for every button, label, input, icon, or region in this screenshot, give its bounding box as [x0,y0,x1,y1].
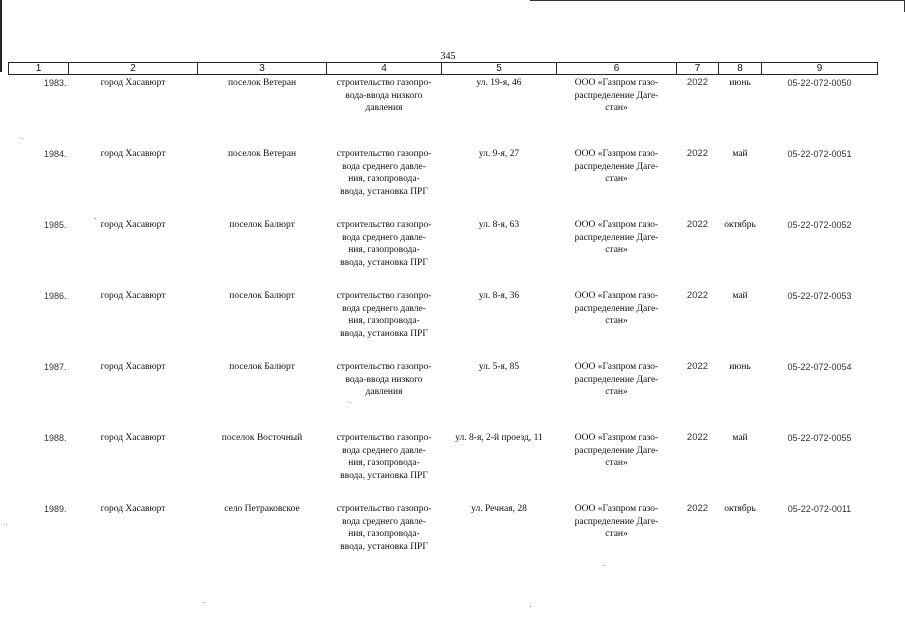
work-description-cell-line: ния, газопровода- [348,529,420,539]
work-description-cell-line: ввода, установка ПРГ [340,541,428,552]
table-row [9,430,878,501]
work-description-cell-line: вода-ввода низкого [345,90,423,101]
work-description-cell-line: ния, газопровода- [348,245,420,255]
municipality-cell: город Хасавюрт [100,362,166,372]
month-cell: июнь [729,78,751,88]
municipality-cell: город Хасавюрт [100,433,166,443]
record-id-cell: 05-22-072-0053 [787,291,852,301]
column-header: 6 [557,63,677,75]
organization-cell-line: распределение Даге- [574,161,659,172]
organization-cell-line: ООО «Газпром газо- [574,504,659,514]
scan-speck [95,218,96,219]
organization-cell-line: ООО «Газпром газо- [574,78,659,88]
work-description-cell-line: вода среднего давле- [342,303,426,314]
organization-cell-line: стан» [605,245,628,255]
gas-works-table [8,62,878,572]
work-description-cell-line: ввода, установка ПРГ [340,470,428,481]
address-cell: ул. 8-я, 36 [478,291,520,301]
work-description-cell-line: ввода, установка ПРГ [340,257,428,268]
record-id-cell: 05-22-072-0052 [787,220,852,230]
work-description-cell-line: строительство газопро- [336,433,432,443]
address-cell: ул. Речная, 28 [471,504,527,514]
record-id-cell: 05-22-072-0055 [787,433,852,443]
row-number: 1985. [43,220,67,230]
work-description-cell-line: вода среднего давле- [342,232,426,243]
organization-cell-line: распределение Даге- [574,90,659,101]
column-header: 4 [327,63,442,75]
record-id-cell: 05-22-072-0051 [787,149,852,159]
year-cell: 2022 [686,432,709,443]
work-description-cell-line: строительство газопро- [336,362,432,372]
organization-cell-line: стан» [605,103,628,113]
organization-cell-line: распределение Даге- [574,232,659,243]
organization-cell [557,501,677,572]
work-description-cell-line: вода-ввода низкого [345,374,423,385]
row-number: 1988. [43,433,67,443]
organization-cell-line: ООО «Газпром газо- [574,362,659,372]
month-cell: май [732,291,748,301]
organization-cell-line: стан» [605,316,628,326]
municipality-cell: город Хасавюрт [100,504,166,514]
month-cell: май [732,149,748,159]
address-cell: ул. 19-я, 46 [476,78,522,88]
table-row [9,146,878,217]
address-cell: ул. 8-я, 2-й проезд, 11 [455,433,543,443]
work-description-cell [327,430,442,501]
column-header: 5 [442,63,557,75]
work-description-cell-line: строительство газопро- [336,149,432,159]
work-description-cell-line: строительство газопро- [336,291,432,301]
work-description-cell-line: ввода, установка ПРГ [340,328,428,339]
organization-cell [557,288,677,359]
table-row [9,75,878,147]
organization-cell-line: ООО «Газпром газо- [574,149,659,159]
organization-cell [557,430,677,501]
organization-cell-line: распределение Даге- [574,374,659,385]
work-description-cell-line: ввода, установка ПРГ [340,186,428,197]
record-id-cell: 05-22-072-0050 [787,78,852,88]
work-description-cell-line: вода среднего давле- [342,161,426,172]
year-cell: 2022 [686,148,709,159]
municipality-cell: город Хасавюрт [100,149,166,159]
organization-cell [557,217,677,288]
work-description-cell [327,217,442,288]
column-header: 8 [719,63,762,75]
scan-speck [203,602,204,603]
organization-cell-line: стан» [605,387,628,397]
month-cell: октябрь [724,220,756,230]
address-cell: ул. 5-я, 85 [478,362,520,372]
table-row [9,501,878,572]
scan-border-left [0,0,2,72]
scan-speck [350,402,351,403]
work-description-cell-line: строительство газопро- [336,504,432,514]
municipality-cell: город Хасавюрт [100,220,166,230]
record-id-cell: 05-22-072-0011 [787,504,852,514]
settlement-cell: поселок Балюрт [229,291,295,301]
address-cell: ул. 9-я, 27 [478,149,520,159]
record-id-cell: 05-22-072-0054 [787,362,852,372]
column-header: 3 [198,63,327,75]
table-row [9,217,878,288]
column-header: 7 [677,63,719,75]
row-number: 1983. [43,78,67,88]
settlement-cell: поселок Балюрт [229,220,295,230]
table-row [9,359,878,430]
work-description-cell-line: вода среднего давле- [342,516,426,527]
settlement-cell: село Петраковское [224,504,300,514]
year-cell: 2022 [686,219,709,230]
scan-speck [22,138,23,139]
scan-speck [530,606,531,607]
year-cell: 2022 [686,503,709,514]
year-cell: 2022 [686,361,709,372]
column-header: 9 [762,63,878,75]
municipality-cell: город Хасавюрт [100,78,166,88]
settlement-cell: поселок Восточный [221,433,303,443]
work-description-cell-line: вода среднего давле- [342,445,426,456]
organization-cell-line: стан» [605,529,628,539]
table-row [9,288,878,359]
work-description-cell-line: строительство газопро- [336,78,432,88]
settlement-cell: поселок Ветеран [227,78,297,88]
address-cell: ул. 8-я, 63 [478,220,520,230]
scan-speck [603,565,604,566]
row-number: 1986. [43,291,67,301]
row-number: 1984. [43,149,67,159]
year-cell: 2022 [686,290,709,301]
work-description-cell [327,146,442,217]
table-body [9,75,878,573]
row-number: 1989. [43,504,67,514]
organization-cell-line: распределение Даге- [574,516,659,527]
settlement-cell: поселок Ветеран [227,149,297,159]
year-cell: 2022 [686,77,709,88]
work-description-cell-line: давления [365,387,403,397]
month-cell: октябрь [724,504,756,514]
organization-cell-line: стан» [605,458,628,468]
row-number: 1987. [43,362,67,372]
month-cell: май [732,433,748,443]
work-description-cell [327,288,442,359]
scan-speck [6,524,7,525]
column-number-row [9,63,878,75]
work-description-cell-line: строительство газопро- [336,220,432,230]
work-description-cell-line: ния, газопровода- [348,458,420,468]
settlement-cell: поселок Балюрт [229,362,295,372]
page-number: 345 [440,51,456,62]
municipality-cell: город Хасавюрт [100,291,166,301]
organization-cell-line: стан» [605,174,628,184]
organization-cell-line: распределение Даге- [574,445,659,456]
work-description-cell [327,359,442,430]
work-description-cell [327,75,442,147]
organization-cell-line: ООО «Газпром газо- [574,220,659,230]
scan-border-top [530,0,905,1]
work-description-cell-line: ния, газопровода- [348,316,420,326]
organization-cell [557,146,677,217]
column-header: 1 [9,63,69,75]
column-header: 2 [69,63,198,75]
work-description-cell [327,501,442,572]
month-cell: июнь [729,362,751,372]
work-description-cell-line: ния, газопровода- [348,174,420,184]
work-description-cell-line: давления [365,103,403,113]
organization-cell-line: ООО «Газпром газо- [574,291,659,301]
organization-cell [557,359,677,430]
organization-cell-line: распределение Даге- [574,303,659,314]
organization-cell-line: ООО «Газпром газо- [574,433,659,443]
organization-cell [557,75,677,147]
